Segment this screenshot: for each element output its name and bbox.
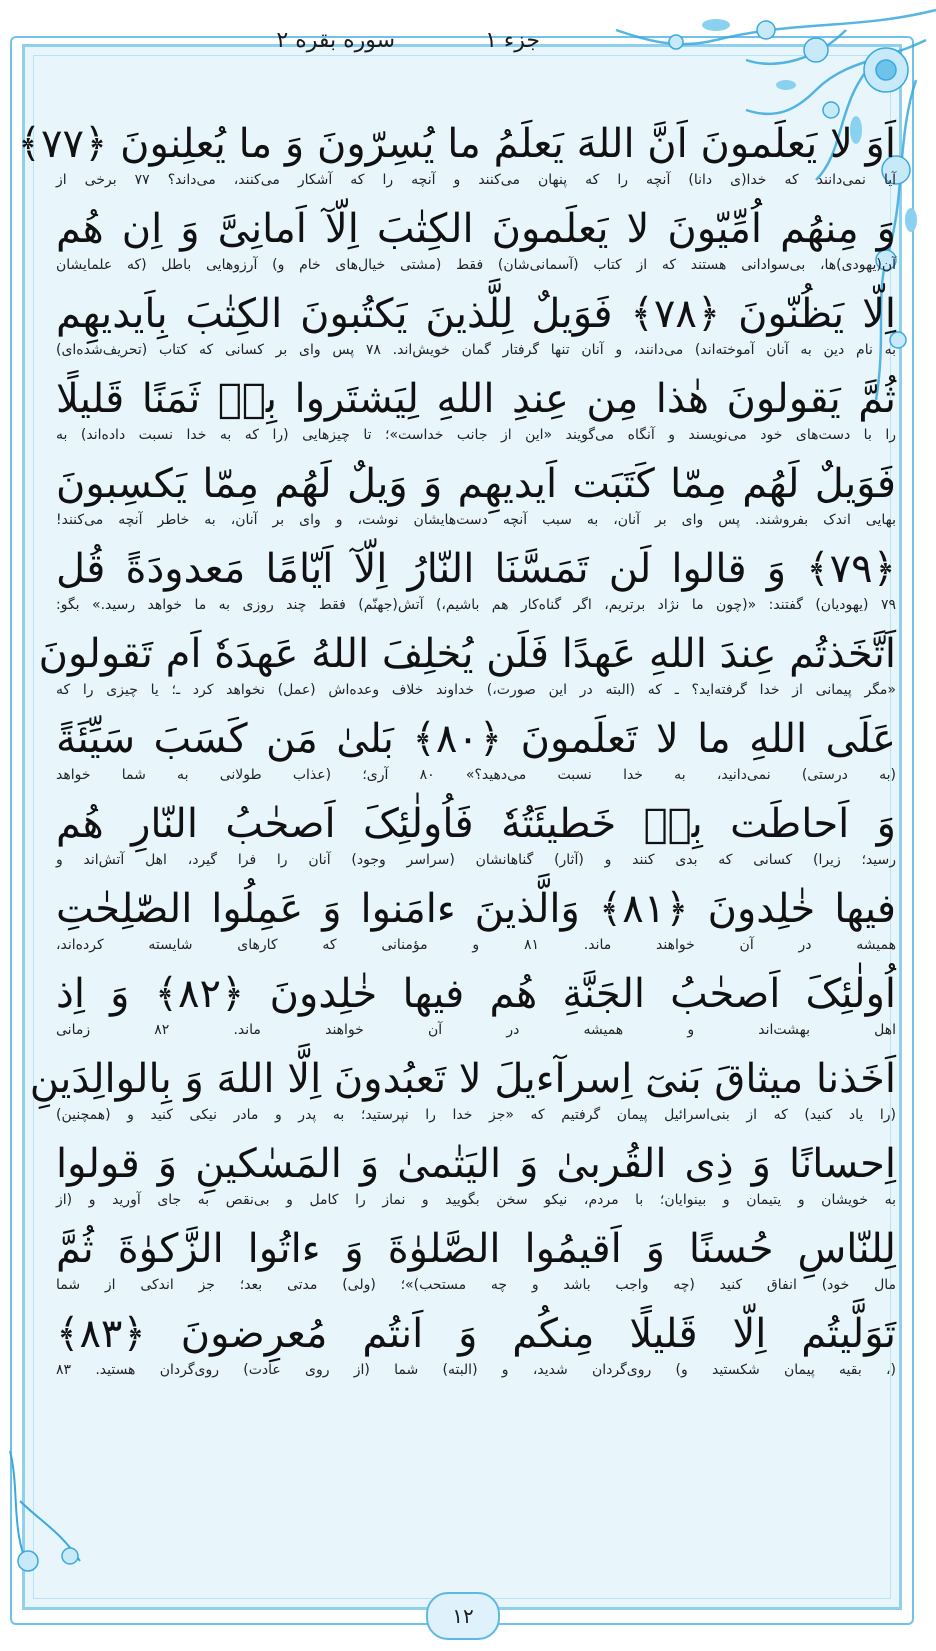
verse-line bbox=[17, 118, 897, 203]
persian-translation: اهل بهشت‌اند و همیشه در آن خواهند ماند. ۸۲ زمانی bbox=[56, 1022, 897, 1038]
arabic-line: اَخَذنا میثاقَ بَنیٓ اِسرآءیلَ لا تَعبُدونَ اِلَّا اللهَ وَ بِالوالِدَینِ bbox=[29, 1056, 896, 1102]
persian-translation: ۷۹ (یهودیان) گفتند: «(چون ما نژاد برتریم، اگر گناه‌کار هم باشیم،) آتش(جهنّم) فقط چند روزی به ما خواهد رسید.» بگو: bbox=[56, 597, 896, 613]
page-number: ۱۲ bbox=[452, 1604, 474, 1628]
corner-ornament-icon bbox=[0, 1441, 120, 1581]
arabic-line: اُولٰئِکَ اَصحٰبُ الجَنَّةِ هُم فیها خٰلِدونَ ﴿۸۲﴾ وَ اِذ bbox=[56, 971, 897, 1017]
persian-translation: «مگر پیمانی از خدا گرفته‌اید؟ ـ که (البته در این صورت،) خداوند خلاف وعده‌اش (عمل) نخواهد کرد ـ؛ یا چیزی را که bbox=[56, 682, 896, 698]
verse-line bbox=[56, 1223, 896, 1308]
arabic-line: ﴿۷۹﴾ وَ قالوا لَن تَمَسَّنَا النّارُ اِلّآ اَیّامًا مَعدودَةً قُل bbox=[56, 546, 896, 592]
persian-translation: (را یاد کنید) که از بنی‌اسرائیل پیمان گرفتیم که «جز خدا را نپرستید؛ به پدر و مادر نیکی کنید و (همچنین) bbox=[56, 1107, 896, 1123]
arabic-line: عَلَی اللهِ ما لا تَعلَمونَ ﴿۸۰﴾ بَلیٰ مَن کَسَبَ سَیِّئَةً bbox=[56, 716, 896, 762]
persian-translation: مال خود) انفاق کنید (چه واجب باشد و چه مستحب)»؛ (ولی) مدتی بعد؛ جز اندکی از شما bbox=[56, 1277, 896, 1293]
arabic-line: فیها خٰلِدونَ ﴿۸۱﴾ وَالَّذینَ ءامَنوا وَ عَمِلُوا الصّٰلِحٰتِ bbox=[56, 886, 897, 932]
verse-line bbox=[56, 203, 896, 288]
persian-translation: همیشه در آن خواهند ماند. ۸۱ و مؤمنانی که کارهای شایسته کرده‌اند، bbox=[56, 937, 896, 953]
verse-line bbox=[56, 798, 896, 883]
page-number-badge bbox=[426, 1592, 500, 1640]
page-header bbox=[200, 20, 540, 60]
arabic-line: فَوَیلٌ لَهُم مِمّا کَتَبَت اَیدیهِم وَ وَیلٌ لَهُم مِمّا یَکسِبونَ bbox=[56, 461, 896, 507]
verse-line bbox=[56, 458, 896, 543]
verse-line bbox=[56, 713, 896, 798]
persian-translation: به خویشان و یتیمان و بینوایان؛ با مردم، نیکو سخن بگویید و نماز را کامل و بی‌نقص به جای آورید و (از bbox=[56, 1192, 896, 1208]
persian-translation: (، بقیه پیمان شکستید و) روی‌گردان شدید، و (البته) شما (از روی عادت) روی‌گردان هستید. ۸۳ bbox=[56, 1362, 896, 1378]
verse-line bbox=[38, 628, 896, 713]
verse-line bbox=[56, 968, 896, 1053]
persian-translation: به نام دین به آنان آموخته‌اند) می‌دانند، و آنان تنها گرفتار گمان خویش‌اند. ۷۸ پس وای بر کسانی که کتاب (تحریف‌شده‌ای) bbox=[56, 342, 896, 358]
verse-line bbox=[56, 288, 896, 373]
verse-content bbox=[17, 118, 897, 1393]
arabic-line: وَ اَحاطَت بِهٖ خَطیئَتُهٗ فَاُولٰئِکَ اَصحٰبُ النّارِ هُم bbox=[56, 801, 896, 847]
juz-label: جزء ۱ bbox=[485, 27, 540, 53]
surah-label: سوره بقره ۲ bbox=[276, 27, 396, 53]
verse-line bbox=[56, 543, 896, 628]
persian-translation: آیا نمی‌دانند که خدا(ی دانا) آنچه را که پنهان می‌کنند و آنچه را که آشکار می‌کنند، می‌داند؟ ۷۷ برخی از bbox=[56, 172, 897, 188]
persian-translation: را با دست‌های خود می‌نویسند و آنگاه می‌گویند «این از جانب خداست»؛ تا چیزهایی (را که به خدا نسبت داده‌اند) به bbox=[56, 427, 896, 443]
arabic-line: اَوَ لا یَعلَمونَ اَنَّ اللهَ یَعلَمُ ما یُسِرّونَ وَ ما یُعلِنونَ ﴿۷۷﴾ bbox=[17, 121, 896, 167]
arabic-line: ثُمَّ یَقولونَ هٰذا مِن عِندِ اللهِ لِیَشتَروا بِهٖ ثَمَنًا قَلیلًا bbox=[56, 376, 896, 422]
arabic-line: تَوَلَّیتُم اِلّا قَلیلًا مِنکُم وَ اَنتُم مُعرِضونَ ﴿۸۳﴾ bbox=[56, 1311, 897, 1357]
persian-translation: بهایی اندک بفروشند. پس وای بر آنان، به سبب آنچه دست‌هایشان نوشت، و وای بر آنان، به خاطر آنچه می‌کنند! bbox=[56, 512, 896, 528]
arabic-line: اِلّا یَظُنّونَ ﴿۷۸﴾ فَوَیلٌ لِلَّذینَ یَکتُبونَ الکِتٰبَ بِاَیدیهِم bbox=[56, 291, 896, 337]
arabic-line: لِلنّاسِ حُسنًا وَ اَقیمُوا الصَّلوٰةَ وَ ءاتُوا الزَّکوٰةَ ثُمَّ bbox=[56, 1226, 896, 1272]
arabic-line: وَ مِنهُم اُمِّیّونَ لا یَعلَمونَ الکِتٰبَ اِلّآ اَمانِیَّ وَ اِن هُم bbox=[56, 206, 896, 252]
persian-translation: (به درستی) نمی‌دانید، به خدا نسبت می‌دهید؟» ۸۰ آری؛ (عذاب طولانی به شما خواهد bbox=[56, 767, 896, 783]
verse-line bbox=[56, 883, 896, 968]
arabic-line: اَتَّخَذتُم عِندَ اللهِ عَهدًا فَلَن یُخلِفَ اللهُ عَهدَهٗ اَم تَقولونَ bbox=[38, 631, 896, 677]
arabic-line: اِحسانًا وَ ذِی القُربیٰ وَ الیَتٰمیٰ وَ المَسٰکینِ وَ قولوا bbox=[56, 1141, 896, 1187]
persian-translation: رسید؛ زیرا) کسانی که بدی کنند و (آثار) گناهانشان (سراسر وجود) آنان را فرا گیرد، اهل آتش‌اند و bbox=[56, 852, 896, 868]
verse-line bbox=[56, 1308, 896, 1393]
verse-line bbox=[56, 373, 896, 458]
verse-line bbox=[29, 1053, 896, 1138]
verse-line bbox=[56, 1138, 896, 1223]
persian-translation: آن(یهودی)ها، بی‌سوادانی هستند که از کتاب (آسمانی‌شان) فقط (مشتی خیال‌های خام و) آرزوهایی باطل (که علمایشان bbox=[56, 257, 896, 273]
